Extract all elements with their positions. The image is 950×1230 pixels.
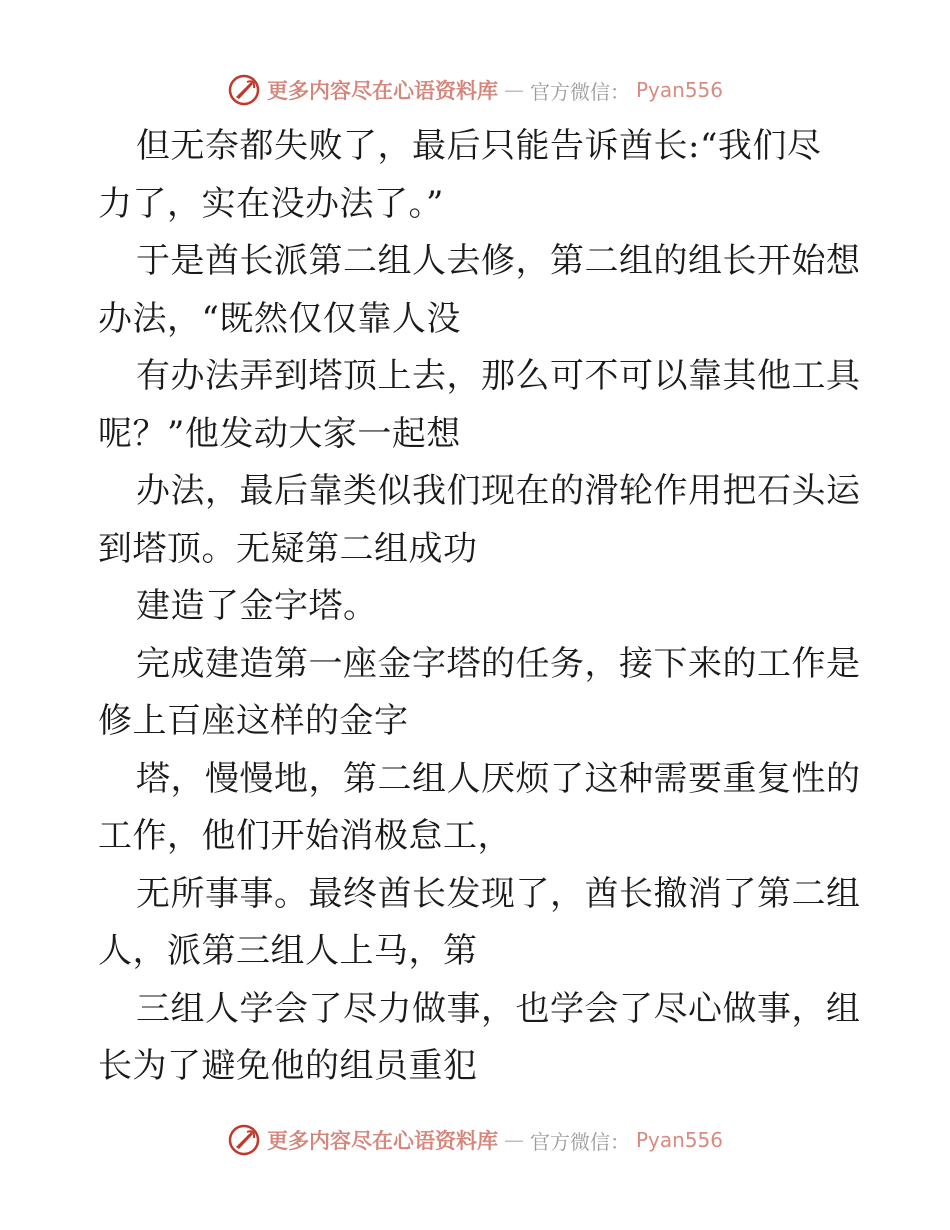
quill-logo-icon [227,73,261,107]
watermark-wechat-id: Pyan556 [635,78,723,102]
text-line: 完成建造第一座金字塔的任务，接下来的工作是 [136,643,861,684]
watermark-text: 更多内容尽在心语资料库 [266,1128,498,1153]
text-line: 长为了避免他的组员重犯 [98,1046,478,1086]
text-line: 力了，实在没办法了。” [98,183,444,224]
watermark-text: 更多内容尽在心语资料库 [266,78,498,103]
watermark-wechat-id: Pyan556 [635,1128,723,1152]
text-line: 建造了金字塔。 [136,586,378,626]
watermark-wechat-label: 官方微信： [529,1129,630,1154]
text-line: 工作，他们开始消极怠工， [98,816,512,856]
text-line: 无所事事。最终酋长发现了，酋长撤消了第二组 [136,873,861,914]
watermark-dash: — [503,78,524,102]
text-line: 到塔顶。无疑第二组成功 [98,528,478,569]
text-line: 修上百座这样的金字 [98,701,409,741]
text-line: 三组人学会了尽力做事，也学会了尽心做事，组 [136,988,861,1029]
text-line: 呢？”他发动大家一起想 [98,413,461,454]
text-line: 办法，最后靠类似我们现在的滑轮作用把石头运 [136,471,861,511]
watermark-dash: — [503,1128,524,1152]
document-body [98,118,861,1096]
watermark-wechat-label: 官方微信： [529,79,630,104]
text-line: 但无奈都失败了，最后只能告诉酋长:“我们尽 [136,126,822,166]
text-line: 有办法弄到塔顶上去，那么可不可以靠其他工具 [136,356,861,396]
quill-logo-icon [227,1123,261,1157]
text-line: 办法，“既然仅仅靠人没 [98,298,461,339]
header-watermark [0,70,950,110]
text-line: 塔，慢慢地，第二组人厌烦了这种需要重复性的 [136,758,861,799]
footer-watermark [0,1120,950,1160]
text-line: 于是酋长派第二组人去修，第二组的组长开始想 [136,241,861,281]
text-line: 人，派第三组人上马，第 [98,931,478,971]
